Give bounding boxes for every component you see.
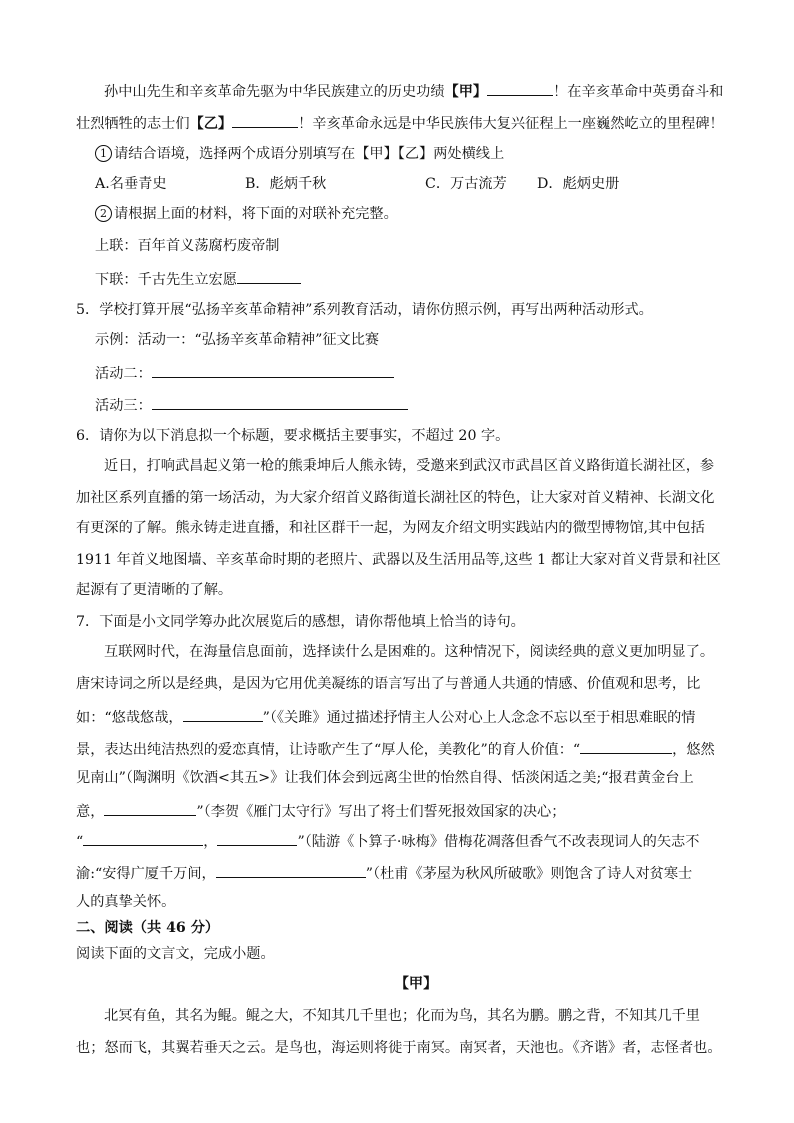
section-2-heading — [76, 918, 756, 938]
news-text: 起源有了更清晰的了解。 — [76, 582, 233, 598]
q4-passage-line-1 — [104, 80, 784, 102]
subquestion-text: 请根据上面的材料，将下面的对联补充完整。 — [114, 206, 398, 222]
q7-question — [76, 612, 756, 632]
news-text: 1911 年首义地图墙、辛亥革命时期的老照片、武器以及生活用品等,这些 1 都让大家对首义背景和社区 — [76, 552, 721, 568]
poem-blank-3[interactable] — [104, 800, 196, 816]
passage-text: 壮烈牺牲的志士们 — [76, 116, 190, 132]
couplet-answer-blank[interactable] — [237, 268, 301, 284]
passage-text: 唐宋诗词之所以是经典，是因为它用优美凝练的语言写出了与普通人共通的情感、价值观和思考，比 — [76, 676, 701, 692]
passage-text: ”（陆游《卜算子·咏梅》借梅花凋落但香气不改表现词人的矢志不 — [297, 834, 700, 850]
instruction-text: 阅读下面的文言文，完成小题。 — [76, 946, 275, 962]
poem-blank-1[interactable] — [183, 706, 263, 722]
section-heading-text: 二、阅读（共 46 分） — [76, 920, 220, 936]
jia-title-text: 【甲】 — [394, 976, 438, 992]
passage-text: 孙中山先生和辛亥革命先驱为中华民族建立的历史功绩 — [104, 84, 445, 100]
q7-line-8 — [76, 862, 756, 884]
news-text: 有更深的了解。熊永铸走进直播，和社区群干一起，为网友介绍文明实践站内的微型博物馆,其中包括 — [76, 520, 705, 536]
question-text: 7．下面是小文同学筹办此次展览后的感想，请你帮他填上恰当的诗句。 — [76, 614, 525, 630]
activity-label: 活动三： — [95, 398, 152, 414]
classical-text-line-2 — [76, 1038, 756, 1058]
q5-question — [76, 300, 756, 320]
passage-text: ”（《关雎》通过描述抒情主人公对心上人念念不忘以至于相思难眠的情 — [262, 710, 696, 726]
passage-text: 渝:“安得广厦千万间， — [76, 866, 216, 882]
q7-line-6 — [76, 800, 756, 822]
option-d[interactable]: D．彪炳史册 — [537, 176, 620, 192]
q4-options — [95, 174, 775, 194]
activity-label: 活动二： — [95, 366, 152, 382]
passage-text: 意， — [76, 804, 105, 820]
upper-couplet-text: 上联：百年首义荡腐朽废帝制 — [95, 238, 280, 254]
passage-text: 景，表达出纯洁热烈的爱恋真情，让诗歌产生了“厚人伦，美教化”的育人价值：“ — [76, 742, 581, 758]
poem-blank-5[interactable] — [217, 830, 297, 846]
poem-blank-4[interactable] — [83, 830, 203, 846]
mark-jia: 【甲】 — [444, 84, 488, 100]
passage-text: 人的真挚关怀。 — [76, 894, 176, 910]
q6-news-line-3 — [76, 518, 756, 538]
passage-text: ， — [203, 834, 218, 850]
poem-blank-6[interactable] — [216, 862, 366, 878]
passage-text: ”（杜甫《茅屋为秋风所破歌》则饱含了诗人对贫寒士 — [365, 866, 693, 882]
q6-news-line-5 — [76, 580, 756, 600]
q4-subquestion-2 — [95, 204, 775, 224]
passage-text: ，悠然 — [672, 742, 715, 758]
question-text: 6．请你为以下消息拟一个标题，要求概括主要事实，不超过 20 字。 — [76, 428, 510, 444]
passage-text: ！在辛亥革命中英勇奋斗和 — [553, 84, 724, 100]
jia-title — [76, 974, 756, 994]
q5-example — [95, 330, 775, 350]
q6-news-line-1 — [104, 456, 784, 476]
q7-line-2 — [76, 674, 756, 694]
subquestion-text: 请结合语境，选择两个成语分别填写在【甲】【乙】两处横线上 — [114, 146, 505, 162]
option-c[interactable]: C．万古流芳 — [425, 176, 507, 192]
q5-activity-2 — [95, 362, 775, 384]
blank-yi[interactable] — [232, 112, 298, 128]
passage-text: 如：“悠哉悠哉， — [76, 710, 183, 726]
option-a[interactable]: A.名垂青史 — [95, 176, 167, 192]
news-text: 加社区系列直播的第一场活动，为大家介绍首义路街道长湖社区的特色，让大家对首义精神、长湖文化 — [76, 490, 715, 506]
activity-3-blank[interactable] — [152, 394, 408, 410]
passage-text: 互联网时代，在海量信息面前，选择读什么是困难的。这种情况下，阅读经典的意义更加明显了。 — [104, 644, 715, 660]
q4-subquestion-1 — [95, 144, 775, 164]
q7-line-3 — [76, 706, 756, 728]
option-b[interactable]: B．彪炳千秋 — [245, 176, 327, 192]
q7-line-1 — [104, 642, 784, 662]
circled-number-2: 2 — [95, 205, 112, 222]
mark-yi: 【乙】 — [189, 116, 233, 132]
q6-news-line-4 — [76, 550, 756, 570]
circled-number-1: 1 — [95, 145, 112, 162]
question-text: 5．学校打算开展“弘扬辛亥革命精神”系列教育活动，请你仿照示例，再写出两种活动形式。 — [76, 302, 653, 318]
activity-2-blank[interactable] — [152, 362, 394, 378]
section-2-instruction — [76, 944, 756, 964]
passage-text: ”（李贺《雁门太守行》写出了将士们誓死报效国家的决心； — [196, 804, 566, 820]
example-text: 示例：活动一：“弘扬辛亥革命精神”征文比赛 — [95, 332, 380, 348]
lower-couplet-text: 下联：千古先生立宏愿 — [95, 272, 237, 288]
lower-couplet — [95, 268, 775, 290]
upper-couplet — [95, 236, 775, 256]
q7-line-7 — [76, 830, 756, 852]
passage-text: 见南山”（陶渊明《饮酒<其五>》让我们体会到远离尘世的怡然自得、恬淡闲适之美;“报君黄金台上 — [76, 770, 694, 786]
q5-activity-3 — [95, 394, 775, 416]
poem-blank-2[interactable] — [580, 738, 672, 754]
q6-news-line-2 — [76, 488, 756, 508]
classical-text-line-1 — [104, 1006, 784, 1026]
passage-text: “ — [76, 834, 84, 850]
q4-passage-line-2 — [76, 112, 756, 134]
news-text: 近日，打响武昌起义第一枪的熊秉坤后人熊永铸，受邀来到武汉市武昌区首义路街道长湖社区，参 — [104, 458, 715, 474]
q6-question — [76, 426, 756, 446]
q7-line-9 — [76, 892, 756, 912]
q7-line-4 — [76, 738, 756, 760]
blank-jia[interactable] — [487, 80, 553, 96]
q7-line-5 — [76, 768, 756, 788]
passage-text: ！辛亥革命永远是中华民族伟大复兴征程上一座巍然屹立的里程碑！ — [298, 116, 724, 132]
classical-text: 也；怒而飞，其翼若垂天之云。是鸟也，海运则将徙于南冥。南冥者，天池也。《齐谐》者，志怪者也。 — [76, 1040, 722, 1056]
classical-text: 北冥有鱼，其名为鲲。鲲之大，不知其几千里也；化而为鸟，其名为鹏。鹏之背，不知其几千里 — [104, 1008, 700, 1024]
